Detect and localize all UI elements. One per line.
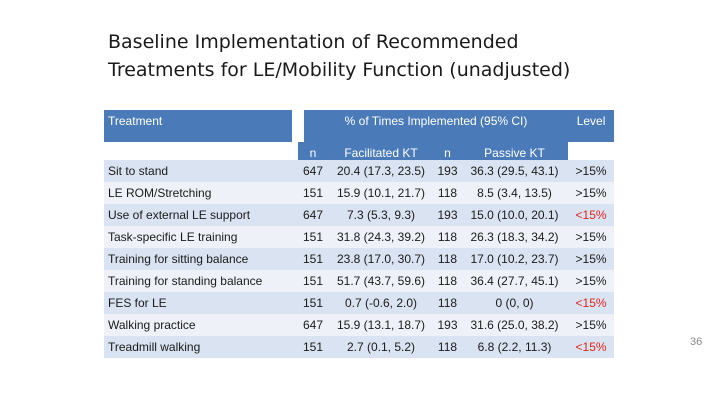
row-level: >15% [568, 182, 614, 204]
row-n-passive: 118 [434, 292, 461, 314]
title-line-1: Baseline Implementation of Recommended [108, 31, 519, 53]
slide-number: 36 [690, 336, 703, 348]
table-row [104, 204, 614, 226]
header-level: Level [568, 110, 614, 142]
row-level: >15% [568, 160, 614, 182]
row-treatment-name: LE ROM/Stretching [104, 182, 298, 204]
row-facilitated-value: 2.7 (0.1, 5.2) [328, 336, 434, 358]
header-blank [104, 142, 298, 160]
row-n-facilitated: 151 [298, 182, 328, 204]
row-passive-value: 6.8 (2.2, 11.3) [461, 336, 568, 358]
table-row [104, 314, 614, 336]
row-facilitated-value: 20.4 (17.3, 23.5) [328, 160, 434, 182]
row-n-passive: 193 [434, 314, 461, 336]
row-level: <15% [568, 204, 614, 226]
header-passive-kt: Passive KT [461, 142, 568, 160]
table-row [104, 292, 614, 314]
header-n-facilitated: n [298, 142, 328, 160]
row-n-passive: 118 [434, 248, 461, 270]
row-treatment-name: Training for sitting balance [104, 248, 298, 270]
slide-title [108, 28, 668, 84]
row-passive-value: 26.3 (18.3, 34.2) [461, 226, 568, 248]
row-n-facilitated: 151 [298, 336, 328, 358]
row-passive-value: 36.3 (29.5, 43.1) [461, 160, 568, 182]
row-n-passive: 118 [434, 226, 461, 248]
row-passive-value: 0 (0, 0) [461, 292, 568, 314]
row-treatment-name: FES for LE [104, 292, 298, 314]
table-row [104, 182, 614, 204]
row-treatment-name: Sit to stand [104, 160, 298, 182]
row-n-passive: 118 [434, 182, 461, 204]
row-facilitated-value: 15.9 (10.1, 21.7) [328, 182, 434, 204]
row-level: <15% [568, 336, 614, 358]
row-facilitated-value: 7.3 (5.3, 9.3) [328, 204, 434, 226]
table-row [104, 226, 614, 248]
row-treatment-name: Use of external LE support [104, 204, 298, 226]
row-treatment-name: Walking practice [104, 314, 298, 336]
header-n-passive: n [434, 142, 461, 160]
implementation-table [104, 110, 614, 360]
header-treatment: Treatment [104, 110, 298, 142]
row-level: >15% [568, 270, 614, 292]
row-facilitated-value: 51.7 (43.7, 59.6) [328, 270, 434, 292]
row-passive-value: 36.4 (27.7, 45.1) [461, 270, 568, 292]
row-n-passive: 118 [434, 270, 461, 292]
row-level: >15% [568, 226, 614, 248]
row-n-facilitated: 151 [298, 226, 328, 248]
row-n-facilitated: 647 [298, 314, 328, 336]
row-n-facilitated: 647 [298, 204, 328, 226]
row-level: <15% [568, 292, 614, 314]
row-n-passive: 193 [434, 204, 461, 226]
row-passive-value: 8.5 (3.4, 13.5) [461, 182, 568, 204]
row-n-facilitated: 151 [298, 292, 328, 314]
row-n-facilitated: 647 [298, 160, 328, 182]
header-facilitated-kt: Facilitated KT [328, 142, 434, 160]
row-treatment-name: Training for standing balance [104, 270, 298, 292]
row-n-passive: 193 [434, 160, 461, 182]
row-facilitated-value: 23.8 (17.0, 30.7) [328, 248, 434, 270]
row-treatment-name: Task-specific LE training [104, 226, 298, 248]
row-level: >15% [568, 314, 614, 336]
title-line-2: Treatments for LE/Mobility Function (unadjusted) [108, 59, 571, 81]
table-row [104, 248, 614, 270]
row-n-passive: 118 [434, 336, 461, 358]
row-treatment-name: Treadmill walking [104, 336, 298, 358]
table-row [104, 270, 614, 292]
row-n-facilitated: 151 [298, 248, 328, 270]
header-blank-level [568, 142, 614, 160]
row-n-facilitated: 151 [298, 270, 328, 292]
row-level: >15% [568, 248, 614, 270]
row-facilitated-value: 15.9 (13.1, 18.7) [328, 314, 434, 336]
row-facilitated-value: 0.7 (-0.6, 2.0) [328, 292, 434, 314]
row-facilitated-value: 31.8 (24.3, 39.2) [328, 226, 434, 248]
table-row [104, 160, 614, 182]
row-passive-value: 31.6 (25.0, 38.2) [461, 314, 568, 336]
row-passive-value: 15.0 (10.0, 20.1) [461, 204, 568, 226]
header-pct-implemented: % of Times Implemented (95% CI) [298, 110, 568, 142]
row-passive-value: 17.0 (10.2, 23.7) [461, 248, 568, 270]
table-row [104, 336, 614, 358]
